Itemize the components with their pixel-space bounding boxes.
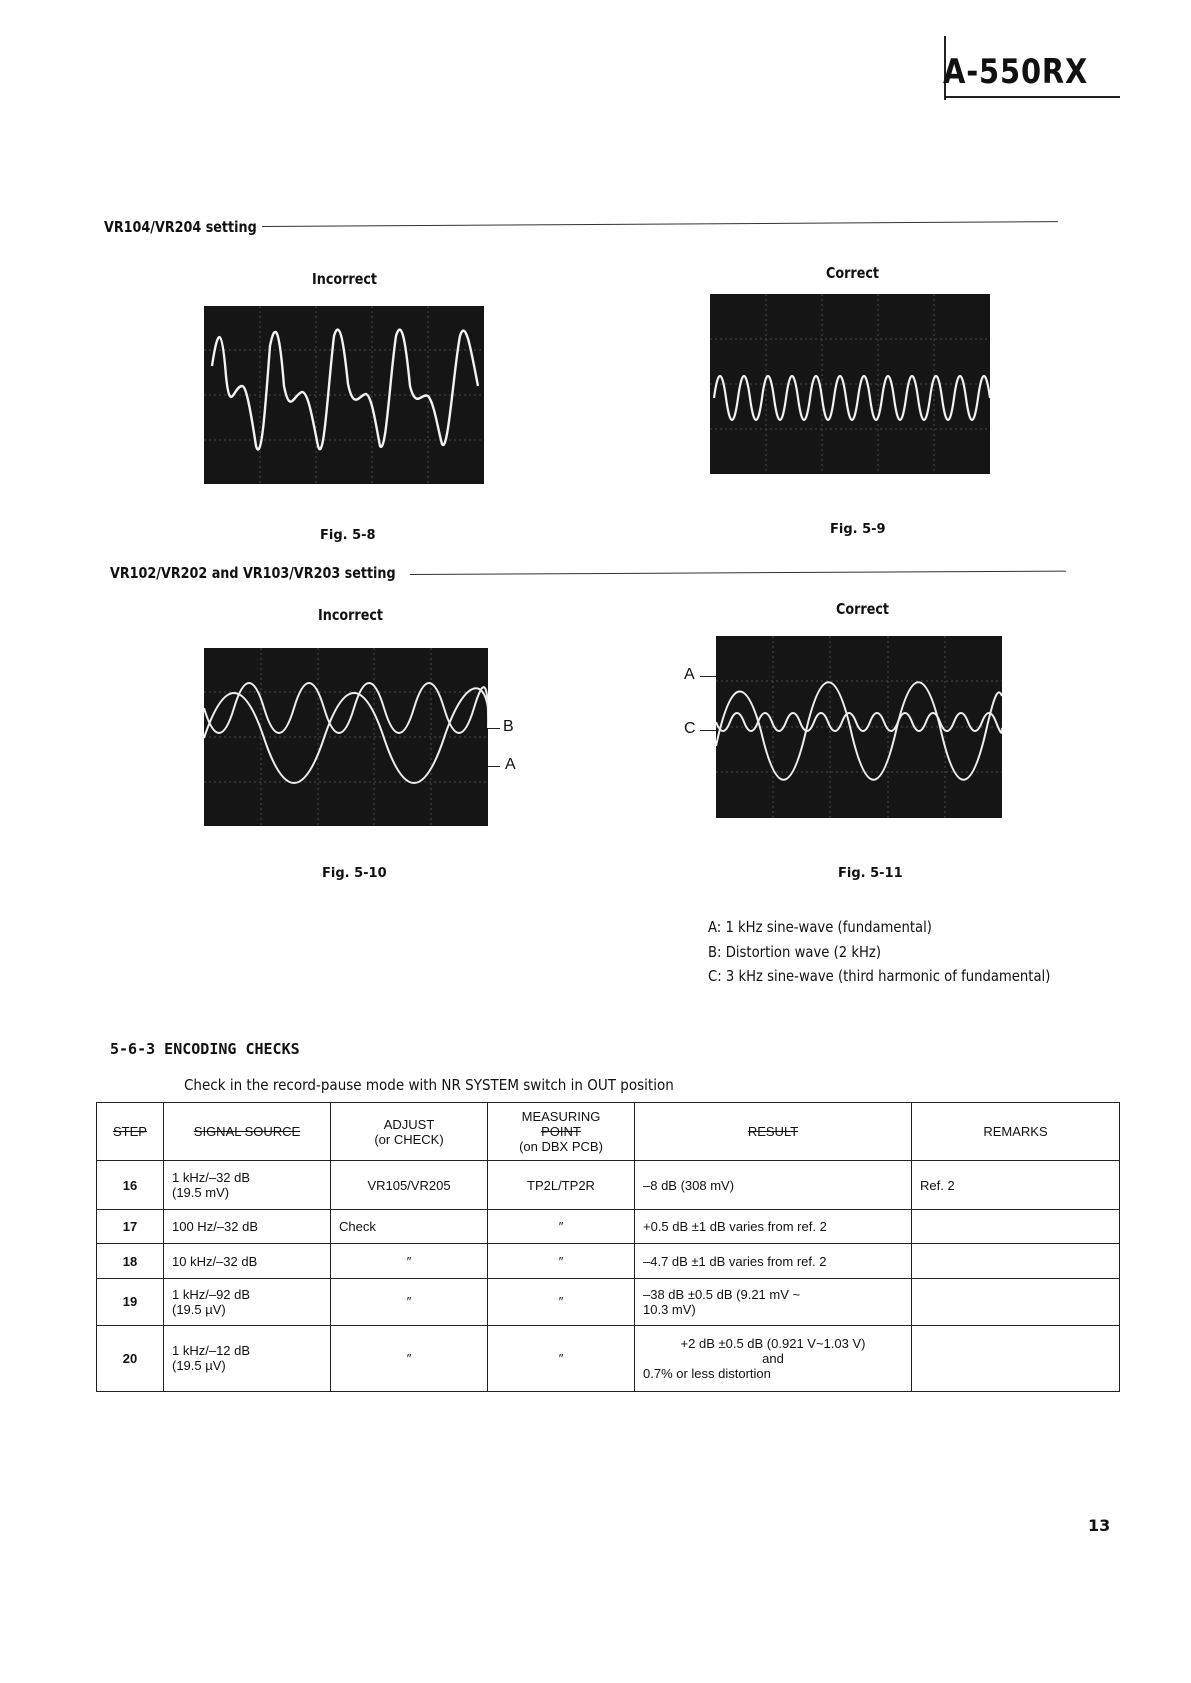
marker-line-b [488, 728, 500, 729]
scope-fig-5-11 [716, 636, 1002, 818]
cell-result: –4.7 dB ±1 dB varies from ref. 2 [635, 1244, 912, 1278]
col-adjust: ADJUST (or CHECK) [331, 1103, 488, 1161]
cell-adjust: ″ [331, 1325, 488, 1391]
cell-remarks [912, 1244, 1120, 1278]
fig-caption-5-11: Fig. 5-11 [838, 866, 903, 881]
fig-caption-5-10: Fig. 5-10 [322, 866, 387, 881]
legend-b: B: Distortion wave (2 kHz) [708, 943, 881, 961]
header-rule-horizontal [944, 96, 1120, 98]
cell-result: +0.5 dB ±1 dB varies from ref. 2 [635, 1210, 912, 1244]
cell-step: 18 [97, 1244, 164, 1278]
waveform-incorrect [212, 330, 478, 450]
cell-signal: 1 kHz/–12 dB (19.5 µV) [164, 1325, 331, 1391]
waveform-correct [714, 376, 990, 420]
fig-caption-5-9: Fig. 5-9 [830, 522, 886, 537]
marker-b: B [503, 718, 514, 735]
section-title-vr102: VR102/VR202 and VR103/VR203 setting [110, 564, 396, 582]
encoding-checks-table [96, 1102, 1120, 1392]
cell-remarks [912, 1278, 1120, 1325]
section-rule [262, 221, 1058, 227]
col-remarks: REMARKS [912, 1103, 1120, 1161]
legend-a: A: 1 kHz sine-wave (fundamental) [708, 918, 932, 936]
col-result: RESULT [635, 1103, 912, 1161]
waveform-b [204, 683, 488, 733]
fig-caption-5-8: Fig. 5-8 [320, 528, 376, 543]
cell-step: 16 [97, 1161, 164, 1210]
table-row [97, 1278, 1120, 1325]
cell-signal: 1 kHz/–92 dB (19.5 µV) [164, 1278, 331, 1325]
table-row [97, 1210, 1120, 1244]
correct-label: Correct [826, 264, 879, 282]
encoding-heading: 5-6-3 ENCODING CHECKS [110, 1040, 300, 1058]
waveform-a-fundamental [716, 682, 1002, 780]
section-rule [410, 571, 1066, 575]
table-header-row [97, 1103, 1120, 1161]
incorrect-label: Incorrect [318, 606, 384, 624]
cell-remarks: Ref. 2 [912, 1161, 1120, 1210]
col-step: STEP [97, 1103, 164, 1161]
table-row [97, 1161, 1120, 1210]
cell-adjust: VR105/VR205 [331, 1161, 488, 1210]
cell-step: 20 [97, 1325, 164, 1391]
model-title: A-550RX [943, 52, 1089, 92]
cell-result: +2 dB ±0.5 dB (0.921 V~1.03 V) and 0.7% or less distortion [635, 1325, 912, 1391]
correct-label: Correct [836, 600, 889, 618]
cell-adjust: ″ [331, 1278, 488, 1325]
page-number: 13 [1088, 1516, 1111, 1535]
marker-line-a [700, 676, 716, 677]
cell-result: –8 dB (308 mV) [635, 1161, 912, 1210]
scope-fig-5-8 [204, 306, 484, 484]
cell-result: –38 dB ±0.5 dB (9.21 mV ~ 10.3 mV) [635, 1278, 912, 1325]
table-row [97, 1244, 1120, 1278]
cell-adjust: Check [331, 1210, 488, 1244]
marker-line-a [488, 766, 500, 767]
waveform-a [204, 688, 488, 783]
cell-step: 19 [97, 1278, 164, 1325]
incorrect-label: Incorrect [312, 270, 378, 288]
cell-point: ″ [488, 1278, 635, 1325]
cell-adjust: ″ [331, 1244, 488, 1278]
cell-point: ″ [488, 1325, 635, 1391]
col-signal-source: SIGNAL SOURCE [164, 1103, 331, 1161]
cell-step: 17 [97, 1210, 164, 1244]
marker-line-c [700, 730, 716, 731]
cell-signal: 100 Hz/–32 dB [164, 1210, 331, 1244]
marker-c: C [684, 720, 696, 737]
encoding-note: Check in the record-pause mode with NR SYSTEM switch in OUT position [184, 1076, 674, 1094]
cell-remarks [912, 1325, 1120, 1391]
cell-point: TP2L/TP2R [488, 1161, 635, 1210]
section-title-vr104: VR104/VR204 setting [104, 218, 257, 236]
cell-signal: 1 kHz/–32 dB (19.5 mV) [164, 1161, 331, 1210]
cell-signal: 10 kHz/–32 dB [164, 1244, 331, 1278]
scope-fig-5-9 [710, 294, 990, 474]
scope-fig-5-10 [204, 648, 488, 826]
marker-a: A [505, 756, 516, 773]
cell-remarks [912, 1210, 1120, 1244]
marker-a: A [684, 666, 695, 683]
legend-c: C: 3 kHz sine-wave (third harmonic of fundamental) [708, 967, 1051, 985]
cell-point: ″ [488, 1210, 635, 1244]
col-measuring-point: MEASURING POINT (on DBX PCB) [488, 1103, 635, 1161]
table-row [97, 1325, 1120, 1391]
cell-point: ″ [488, 1244, 635, 1278]
